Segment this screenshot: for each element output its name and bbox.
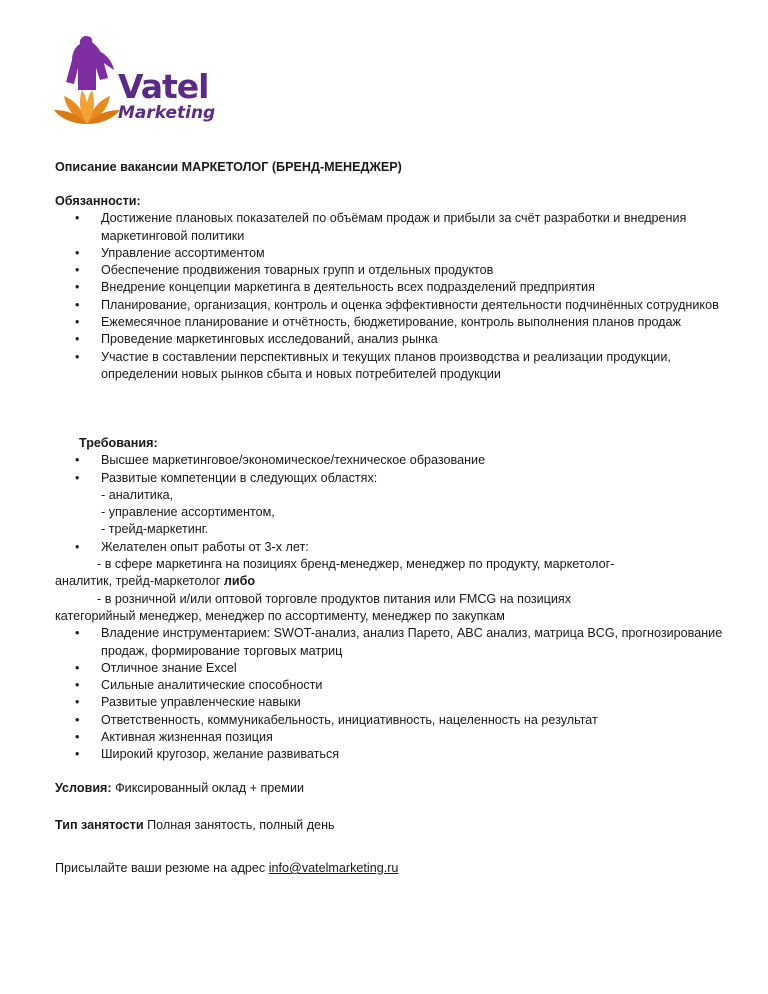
requirements-heading: Требования: [79, 436, 158, 450]
contact-line [55, 860, 728, 877]
list-item: • Владение инструментарием: SWOT-анализ, анализ Парето, ABC анализ, матрица BCG, прогнозирование продаж, формирование торговых матриц [55, 625, 728, 660]
conditions-line [55, 780, 728, 797]
list-item: • Развитые управленческие навыки [55, 694, 728, 711]
competency-sublist [55, 487, 728, 539]
requirements-list-rest [55, 625, 728, 763]
list-item: • Широкий кругозор, желание развиваться [55, 746, 728, 763]
list-item: • Высшее маркетинговое/экономическое/техническое образование [55, 452, 728, 469]
sublist-item: - управление ассортиментом, [101, 505, 275, 520]
sublist-item: - трейд-маркетинг. [101, 522, 209, 537]
list-item: • Достижение плановых показателей по объёмам продаж и прибыли за счёт разработки и внедрения маркетинговой политики [55, 210, 728, 245]
email-link[interactable]: info@vatelmarketing.ru [268, 861, 399, 875]
experience-line-1-continued [55, 573, 728, 590]
list-item: • Отличное знание Excel [55, 660, 728, 677]
duties-heading: Обязанности: [55, 194, 141, 208]
experience-line-1-or: либо [223, 574, 256, 589]
duties-list [55, 210, 728, 383]
experience-line-2-continued: категорийный менеджер, менеджер по ассортименту, менеджер по закупкам [55, 608, 505, 623]
list-item: • Сильные аналитические способности [55, 677, 728, 694]
logo-wordmark-vatel: Vatel [118, 67, 209, 106]
list-item: • Ответственность, коммуникабельность, инициативность, нацеленность на результат [55, 712, 728, 729]
list-item: • Планирование, организация, контроль и оценка эффективности деятельности подчинённых сотрудников [55, 297, 728, 314]
contact-text: Присылайте ваши резюме на адрес [55, 861, 269, 875]
list-item: • Обеспечение продвижения товарных групп и отдельных продуктов [55, 262, 728, 279]
logo-wordmark-marketing: Marketing [118, 103, 216, 123]
list-item: • Проведение маркетинговых исследований, анализ рынка [55, 331, 728, 348]
requirements-section [55, 435, 728, 764]
list-item: • Управление ассортиментом [55, 245, 728, 262]
employment-label: Тип занятости [55, 818, 144, 832]
list-item: • Участие в составлении перспективных и текущих планов производства и реализации продукции, определении новых рынков сбыта и новых потребителей продукции [55, 349, 728, 384]
list-item: • Развитые компетенции в следующих областях: [55, 470, 728, 487]
list-item: • Ежемесячное планирование и отчётность, бюджетирование, контроль выполнения планов продаж [55, 314, 728, 331]
list-item: • Внедрение концепции маркетинга в деятельность всех подразделений предприятия [55, 279, 728, 296]
conditions-value: Фиксированный оклад + премии [115, 781, 305, 795]
list-item: • Желателен опыт работы от 3-х лет: [55, 539, 728, 556]
experience-line-1: - в сфере маркетинга на позициях бренд-менеджер, менеджер по продукту, маркетолог- [97, 557, 615, 572]
sublist-item: - аналитика, [101, 487, 174, 502]
vacancy-title: Описание вакансии МАРКЕТОЛОГ (БРЕНД-МЕНЕДЖЕР) [55, 160, 402, 174]
list-item: • Активная жизненная позиция [55, 729, 728, 746]
experience-line-2: - в розничной и/или оптовой торговле продуктов питания или FMCG на позициях [97, 591, 572, 606]
requirements-list [55, 452, 728, 487]
experience-line-1-text: аналитик, трейд-маркетолог [55, 574, 221, 589]
duties-section [55, 193, 728, 383]
experience-list [55, 539, 728, 556]
employment-line [55, 817, 728, 834]
conditions-label: Условия: [55, 781, 112, 795]
employment-value: Полная занятость, полный день [147, 818, 335, 832]
